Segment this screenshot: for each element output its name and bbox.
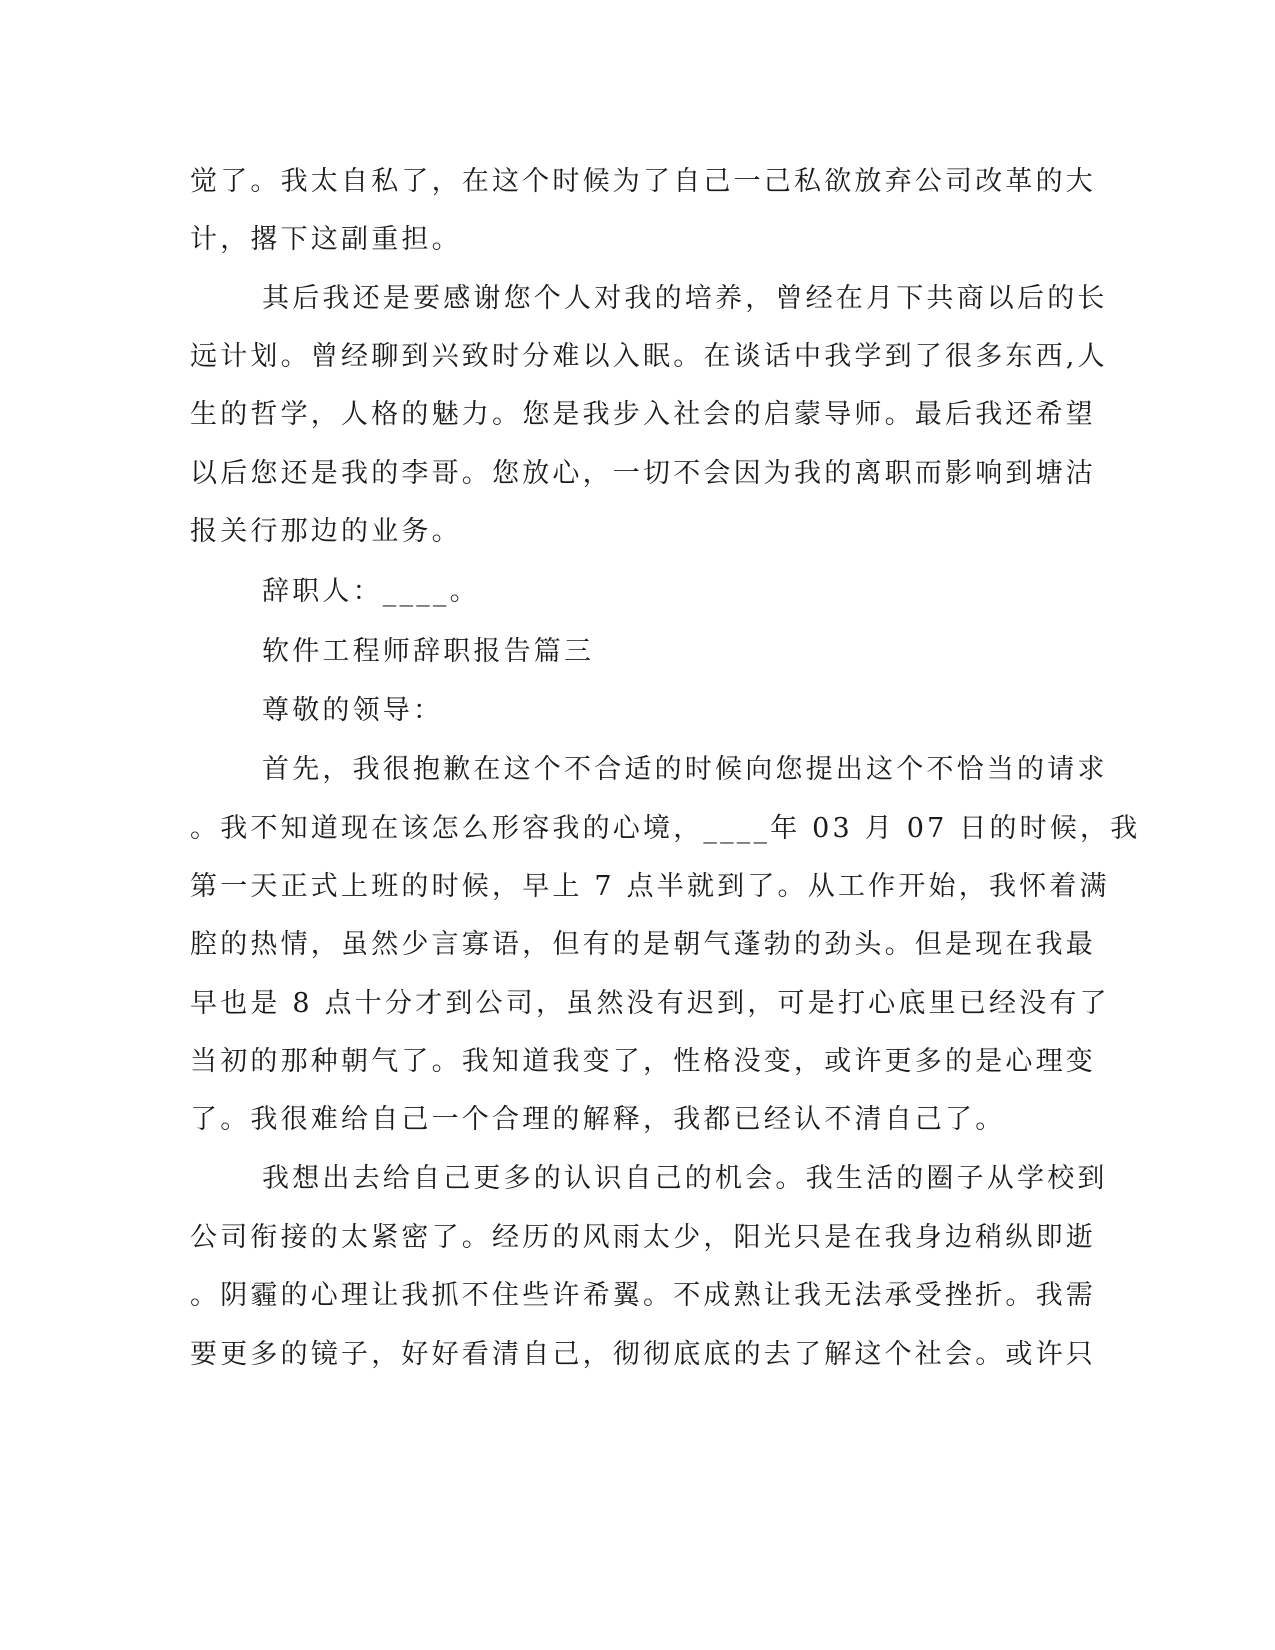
text-line: 其后我还是要感谢您个人对我的培养，曾经在月下共商以后的长 <box>262 283 1108 314</box>
signature-line: 辞职人：____。 <box>262 576 480 607</box>
text-line: 报关行那边的业务。 <box>190 516 462 547</box>
text-line: 觉了。我太自私了，在这个时候为了自己一己私欲放弃公司改革的大 <box>190 166 1096 197</box>
salutation: 尊敬的领导： <box>262 695 444 726</box>
text-line: 我想出去给自己更多的认识自己的机会。我生活的圈子从学校到 <box>262 1163 1108 1194</box>
section-title: 软件工程师辞职报告篇三 <box>262 636 595 667</box>
text-line: 公司衔接的太紧密了。经历的风雨太少，阳光只是在我身边稍纵即逝 <box>190 1222 1096 1253</box>
text-line: 要更多的镜子，好好看清自己，彻彻底底的去了解这个社会。或许只 <box>190 1339 1096 1370</box>
text-line: 生的哲学，人格的魅力。您是我步入社会的启蒙导师。最后我还希望 <box>190 399 1096 430</box>
text-line: 早也是 8 点十分才到公司，虽然没有迟到，可是打心底里已经没有了 <box>190 988 1110 1019</box>
text-line: 腔的热情，虽然少言寡语，但有的是朝气蓬勃的劲头。但是现在我最 <box>190 929 1096 960</box>
text-line: 以后您还是我的李哥。您放心，一切不会因为我的离职而影响到塘沽 <box>190 458 1096 489</box>
text-line: 远计划。曾经聊到兴致时分难以入眠。在谈话中我学到了很多东西,人 <box>190 341 1108 372</box>
text-line: 了。我很难给自己一个合理的解释，我都已经认不清自己了。 <box>190 1104 1006 1135</box>
text-line: 计，撂下这副重担。 <box>190 224 462 255</box>
text-line: 首先，我很抱歉在这个不合适的时候向您提出这个不恰当的请求 <box>262 754 1108 785</box>
text-line: 第一天正式上班的时候，早上 7 点半就到了。从工作开始，我怀着满 <box>190 871 1110 902</box>
text-line: 。阴霾的心理让我抓不住些许希翼。不成熟让我无法承受挫折。我需 <box>190 1280 1096 1311</box>
text-line: 。我不知道现在该怎么形容我的心境，____年 03 月 07 日的时候，我 <box>190 813 1141 844</box>
text-line: 当初的那种朝气了。我知道我变了，性格没变，或许更多的是心理变 <box>190 1046 1096 1077</box>
